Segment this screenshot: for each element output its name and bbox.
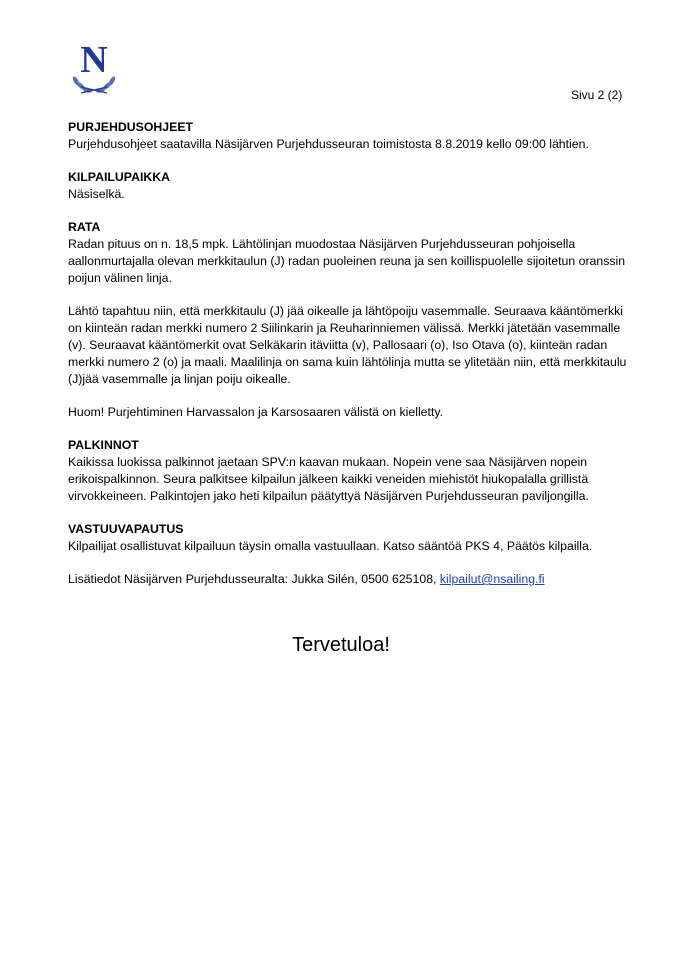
text-rata-3: Huom! Purjehtiminen Harvassalon ja Karsosaaren välistä on kielletty.: [68, 405, 444, 419]
text-kilpailupaikka: Näsiselkä.: [68, 187, 125, 201]
welcome-text: Tervetuloa!: [292, 634, 390, 656]
contact-text: Lisätiedot Näsijärven Purjehdusseuralta: Jukka Silén, 0500 625108,: [68, 572, 440, 586]
heading-palkinnot: PALKINNOT: [68, 438, 139, 452]
contact-line: [68, 571, 628, 588]
text-vastuuvapautus: Kilpailijat osallistuvat kilpailuun täysin omalla vastuullaan. Katso sääntöä PKS 4, Päätös kilpailla.: [68, 539, 593, 553]
document-body: [68, 119, 628, 604]
logo-letter: N: [80, 39, 108, 81]
text-rata-2: Lähtö tapahtuu niin, että merkkitaulu (J) jää oikealle ja lähtöpoiju vasemmalle. Seuraava kääntömerkki on kiinteän radan merkki numero 2 Siilinkarin ja Reuharinniemen välissä. Merkki jätetään vasemmalle (v). Seuraavat kääntömerkit ovat Selkäkarin itäviitta (v), Pallosaari (o), Iso Otava (o), kiinteän radan merkki numero 2 (o) ja maali. Maalilinja on sama kuin lähtölinja mutta se ylitetään niin, että merkkitaulu (J)jää vasemmalle ja linjan poiju oikealle.: [68, 304, 627, 386]
text-palkinnot: Kaikissa luokissa palkinnot jaetaan SPV:n kaavan mukaan. Nopein vene saa Näsijärven nopein erikoispalkinnon. Seura palkitsee kilpailun jälkeen kaikki veneiden miehistöt hiukopalalla grillistä virvokkeineen. Palkintojen jako heti kilpailun päätyttyä Näsijärven Purjehdusseuran paviljongilla.: [68, 455, 589, 503]
email-link[interactable]: kilpailut@nsailing.fi: [439, 572, 545, 586]
heading-vastuuvapautus: VASTUUVAPAUTUS: [68, 522, 184, 536]
text-rata-1: Radan pituus on n. 18,5 mpk. Lähtölinjan muodostaa Näsijärven Purjehdusseuran pohjoisella aallonmurtajalla olevan merkkitaulun (J) radan puoleinen reuna ja sen koillispuolelle sijoitetun oranssin poijun välinen linja.: [68, 237, 626, 285]
club-logo: [67, 37, 121, 97]
heading-kilpailupaikka: KILPAILUPAIKKA: [68, 170, 171, 184]
heading-purjehdusohjeet: PURJEHDUSOHJEET: [68, 120, 194, 134]
page-number: Sivu 2 (2): [571, 88, 623, 102]
heading-rata: RATA: [68, 220, 101, 234]
text-purjehdusohjeet: Purjehdusohjeet saatavilla Näsijärven Purjehdusseuran toimistosta 8.8.2019 kello 09:00 lähtien.: [68, 137, 589, 151]
